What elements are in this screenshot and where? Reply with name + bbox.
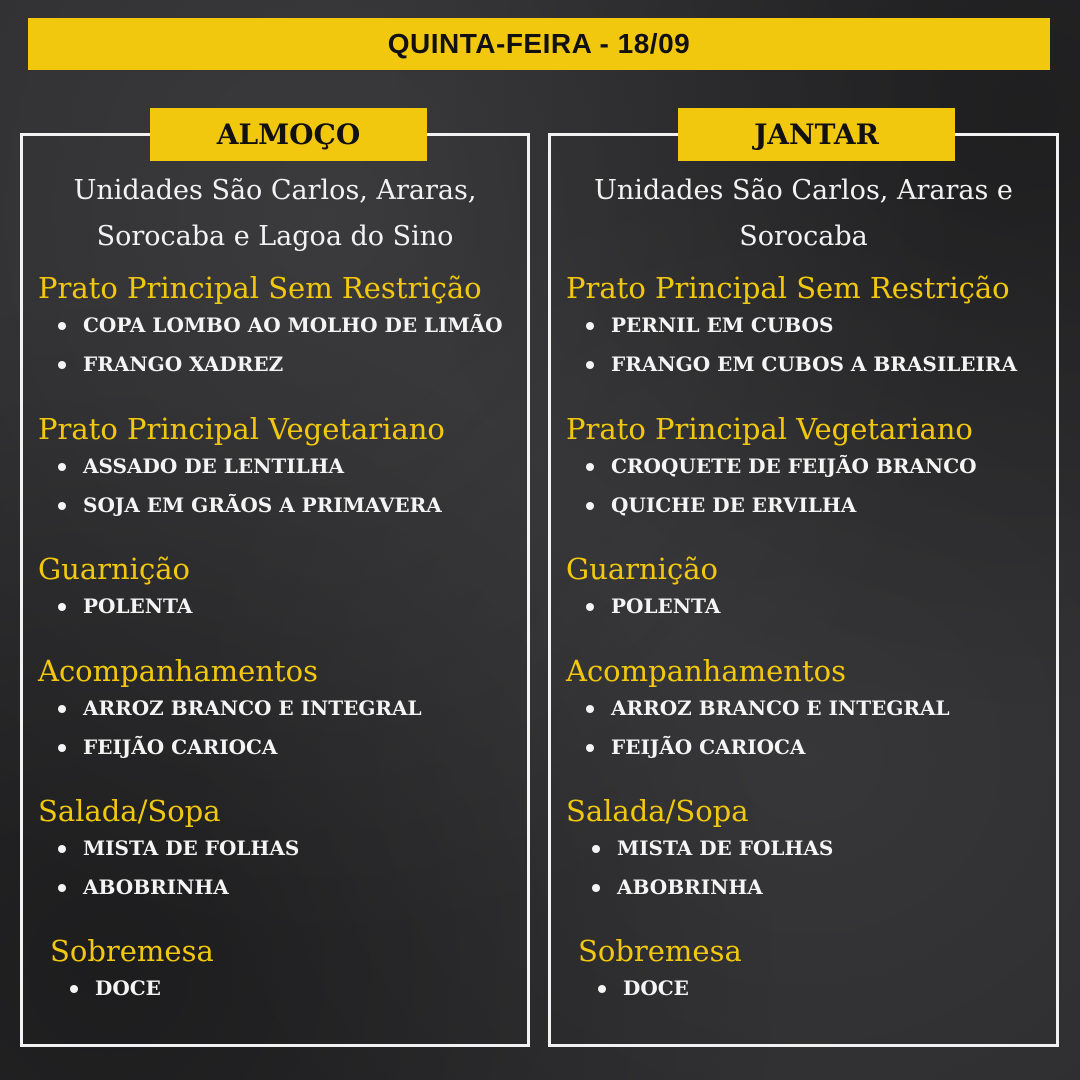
lunch-section-main [38,270,519,384]
bullet-icon [592,884,600,892]
lunch-units: Unidades São Carlos, Araras, Sorocaba e Lagoa do Sino [73,175,477,252]
section-title: Prato Principal Sem Restrição [38,271,482,305]
section-title: Guarnição [566,552,718,586]
menu-item: ABOBRINHA [58,868,519,907]
section-title: Salada/Sopa [38,794,221,828]
section-title: Guarnição [38,552,190,586]
menu-item: ASSADO DE LENTILHA [58,447,519,486]
section-title: Prato Principal Sem Restrição [566,271,1010,305]
bullet-icon [58,603,66,611]
bullet-icon [598,985,606,993]
date-banner [28,18,1050,70]
lunch-section-vegetarian [38,411,519,525]
bullet-icon [586,502,594,510]
bullet-icon [586,603,594,611]
bullet-icon [586,463,594,471]
menu-item: MISTA DE FOLHAS [592,829,1048,868]
section-title: Sobremesa [578,934,742,968]
section-title: Prato Principal Vegetariano [566,412,973,446]
menu-item: POLENTA [586,587,1048,626]
menu-item: MISTA DE FOLHAS [58,829,519,868]
bullet-icon [58,502,66,510]
menu-item: FEIJÃO CARIOCA [586,728,1048,767]
bullet-icon [586,705,594,713]
dinner-units: Unidades São Carlos, Araras e Sorocaba [594,175,1013,252]
menu-item: FEIJÃO CARIOCA [58,728,519,767]
bullet-icon [58,705,66,713]
bullet-icon [70,985,78,993]
lunch-label: ALMOÇO [150,108,427,161]
lunch-section-salad [38,793,519,907]
section-title: Prato Principal Vegetariano [38,412,445,446]
menu-item: ARROZ BRANCO E INTEGRAL [58,689,519,728]
bullet-icon [586,322,594,330]
section-title: Sobremesa [50,934,214,968]
menu-item: DOCE [70,969,519,1008]
menu-item: PERNIL EM CUBOS [586,306,1048,345]
menu-item: QUICHE DE ERVILHA [586,486,1048,525]
menu-item: FRANGO EM CUBOS A BRASILEIRA [586,345,1048,384]
dinner-section-vegetarian [566,411,1048,525]
section-title: Salada/Sopa [566,794,749,828]
dinner-section-main [566,270,1048,384]
menu-item: CROQUETE DE FEIJÃO BRANCO [586,447,1048,486]
lunch-section-garnish [38,551,519,626]
menu-item: ABOBRINHA [592,868,1048,907]
lunch-section-sides [38,653,519,767]
section-title: Acompanhamentos [38,654,318,688]
dinner-label: JANTAR [678,108,955,161]
bullet-icon [58,463,66,471]
bullet-icon [58,744,66,752]
menu-item: SOJA EM GRÃOS A PRIMAVERA [58,486,519,525]
bullet-icon [58,322,66,330]
section-title: Acompanhamentos [566,654,846,688]
bullet-icon [592,845,600,853]
menu-item: FRANGO XADREZ [58,345,519,384]
bullet-icon [58,845,66,853]
bullet-icon [586,361,594,369]
page-title: QUINTA-FEIRA - 18/09 [387,28,691,59]
menu-item: DOCE [598,969,1048,1008]
lunch-section-dessert [50,933,519,1008]
lunch-panel [20,118,530,1047]
dinner-section-dessert [578,933,1048,1008]
dinner-panel [548,118,1059,1047]
dinner-section-sides [566,653,1048,767]
bullet-icon [586,744,594,752]
dinner-section-salad [566,793,1048,907]
menu-item: COPA LOMBO AO MOLHO DE LIMÃO [58,306,519,345]
menu-item: POLENTA [58,587,519,626]
bullet-icon [58,361,66,369]
menu-item: ARROZ BRANCO E INTEGRAL [586,689,1048,728]
dinner-section-garnish [566,551,1048,626]
bullet-icon [58,884,66,892]
